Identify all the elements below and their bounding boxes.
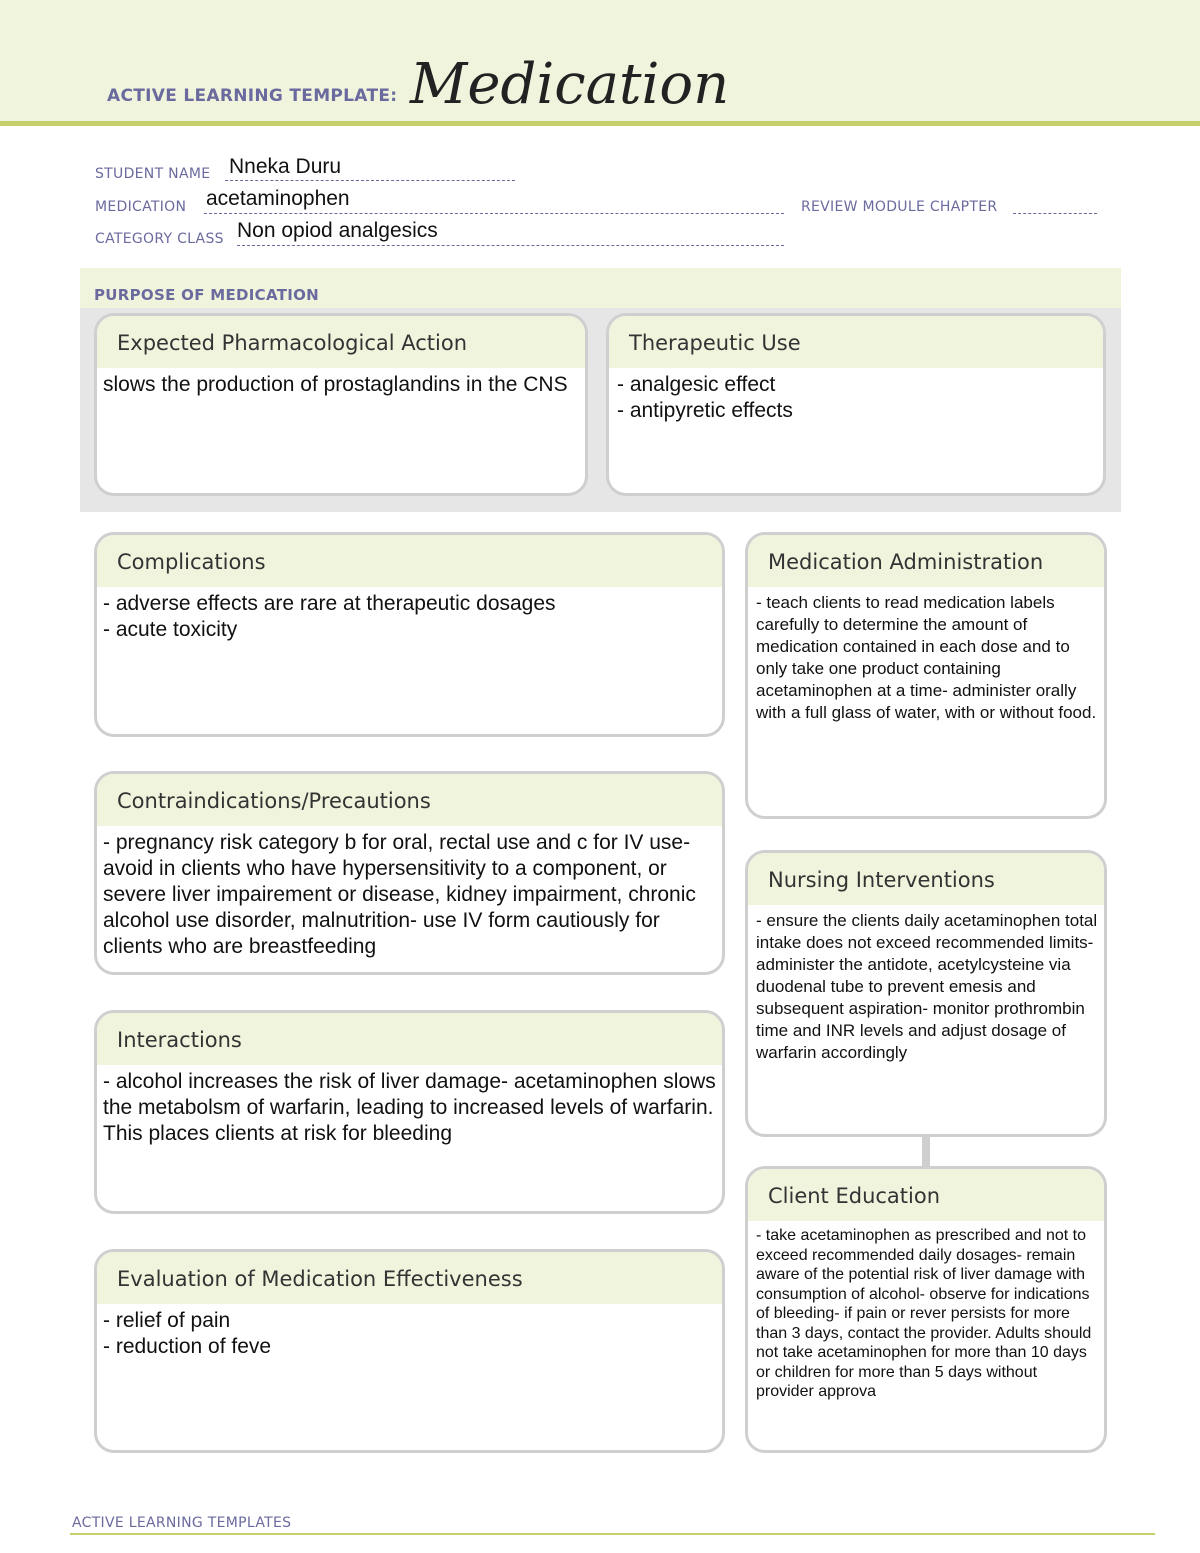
contraindications-title: Contraindications/Precautions — [97, 774, 722, 826]
connector-bar — [922, 1135, 930, 1168]
category-class-field[interactable]: Non opiod analgesics — [237, 219, 438, 242]
complications-box — [94, 532, 725, 737]
header-rule — [0, 121, 1200, 126]
template-label: ACTIVE LEARNING TEMPLATE: — [107, 86, 398, 106]
med-admin-title: Medication Administration — [748, 535, 1104, 587]
review-module-field[interactable] — [1013, 213, 1097, 214]
medication-field[interactable]: acetaminophen — [206, 187, 350, 210]
medication-underline — [204, 213, 784, 214]
purpose-heading: PURPOSE OF MEDICATION — [94, 286, 320, 304]
client-education-box — [745, 1166, 1107, 1453]
nursing-title: Nursing Interventions — [748, 853, 1104, 905]
review-module-label: REVIEW MODULE CHAPTER — [801, 199, 998, 215]
contraindications-text[interactable]: - pregnancy risk category b for oral, rectal use and c for IV use- avoid in clients who have hypersensitivity to a component, or severe liver impairement or disease, kidney impairment, chronic alcohol use disorder, malnutrition- use IV form cautiously for clients who are breastfeeding — [103, 831, 702, 958]
interactions-text[interactable]: - alcohol increases the risk of liver damage- acetaminophen slows the metabolsm of warfarin, leading to increased levels of warfarin. This places clients at risk for bleeding — [103, 1070, 722, 1145]
therapeutic-use-text[interactable]: - analgesic effect - antipyretic effects — [617, 373, 793, 422]
nursing-text[interactable]: - ensure the clients daily acetaminophen total intake does not exceed recommended limits- administer the antidote, acetylcysteine via duodenal tube to prevent emesis and subsequent aspiration- monitor prothrombin time and INR levels and adjust dosage of warfarin accordingly — [756, 911, 1102, 1062]
interactions-box — [94, 1010, 725, 1214]
category-class-underline — [237, 245, 784, 246]
expected-action-title: Expected Pharmacological Action — [97, 316, 585, 368]
page-title: Medication — [410, 52, 730, 117]
client-education-text[interactable]: - take acetaminophen as prescribed and not to exceed recommended daily dosages- remain aware of the potential risk of liver damage with consumption of alcohol- observe for indications of bleeding- if pain or rever persists for more than 3 days, contact the provider. Adults should not take acetaminophen for more than 10 days or children for more than 5 days without provider approva — [756, 1227, 1096, 1400]
student-name-underline — [225, 180, 515, 181]
therapeutic-use-box — [606, 313, 1106, 496]
evaluation-text[interactable]: - relief of pain - reduction of feve — [103, 1309, 272, 1358]
complications-title: Complications — [97, 535, 722, 587]
footer-rule — [70, 1533, 1155, 1535]
medication-label: MEDICATION — [95, 199, 187, 215]
client-education-title: Client Education — [748, 1169, 1104, 1221]
evaluation-title: Evaluation of Medication Effectiveness — [97, 1252, 722, 1304]
med-admin-box — [745, 532, 1107, 819]
expected-action-box — [94, 313, 588, 496]
expected-action-text[interactable]: slows the production of prostaglandins in the CNS — [103, 373, 568, 396]
complications-text[interactable]: - adverse effects are rare at therapeutic dosages - acute toxicity — [103, 592, 556, 641]
therapeutic-use-title: Therapeutic Use — [609, 316, 1103, 368]
student-name-field[interactable]: Nneka Duru — [229, 155, 342, 178]
nursing-box — [745, 850, 1107, 1137]
evaluation-box — [94, 1249, 725, 1453]
contraindications-box — [94, 771, 725, 975]
category-class-label: CATEGORY CLASS — [95, 231, 224, 247]
student-name-label: STUDENT NAME — [95, 166, 211, 182]
interactions-title: Interactions — [97, 1013, 722, 1065]
med-admin-text[interactable]: - teach clients to read medication labels carefully to determine the amount of medication contained in each dose and to only take one product containing acetaminophen at a time- administer orally with a full glass of water, with or without food. — [756, 593, 1097, 722]
footer-label: ACTIVE LEARNING TEMPLATES — [72, 1515, 292, 1531]
